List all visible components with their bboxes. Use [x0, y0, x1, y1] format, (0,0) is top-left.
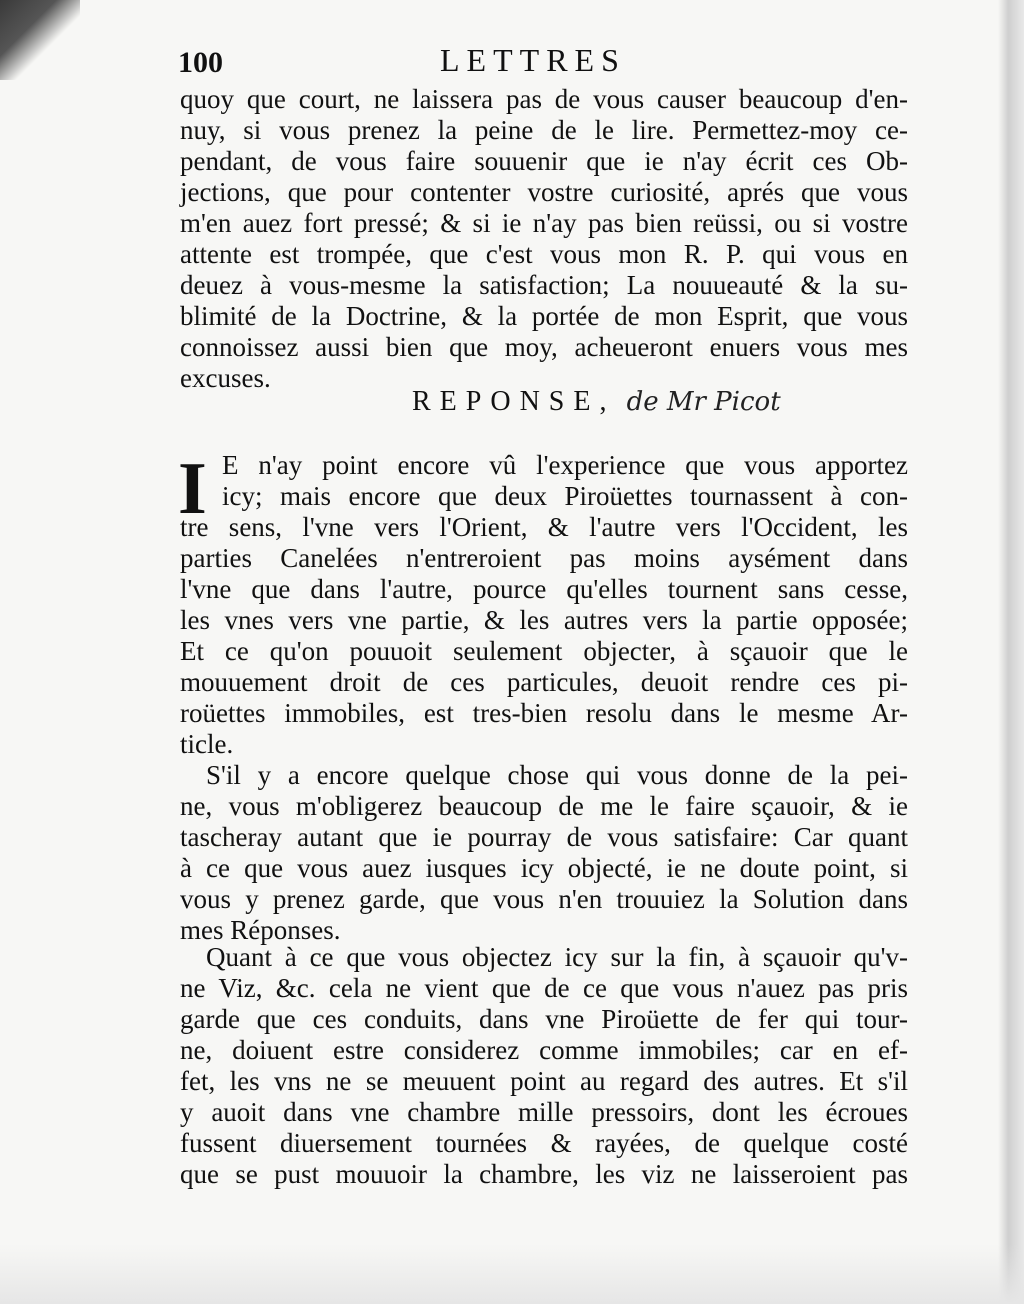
intro-paragraph — [180, 84, 908, 394]
text-line: tre sens, l'vne vers l'Orient, & l'autre vers l'Occident, les — [180, 512, 908, 542]
text-line: mouuement droit de ces particules, deuoit rendre ces pi- — [180, 667, 908, 697]
scan-corner-shadow — [0, 0, 80, 80]
text-line: nuy, si vous prenez la peine de le lire. Permettez-moy ce- — [180, 115, 908, 145]
page-header — [178, 42, 908, 82]
text-line: parties Canelées n'entreroient pas moins aysément dans — [180, 543, 908, 573]
text-line: que se pust mouuoir la chambre, les viz ne laisseroient pas — [180, 1159, 908, 1189]
scan-bottom-shade — [0, 1244, 1024, 1304]
running-title: LETTRES — [440, 42, 626, 78]
text-line: jections, que pour contenter vostre curiosité, aprés que vous — [180, 177, 908, 207]
text-line: m'en auez fort pressé; & si ie n'ay pas bien reüssi, ou si vostre — [180, 208, 908, 238]
text-line: garde que ces conduits, dans vne Piroüette de fer qui tour- — [180, 1004, 908, 1034]
heading-title: REPONSE, — [412, 386, 616, 417]
paragraph-2 — [180, 760, 908, 946]
paragraph-1 — [180, 450, 908, 760]
text-line: fussent diuersement tournées & rayées, de quelque costé — [180, 1128, 908, 1158]
text-line: y auoit dans vne chambre mille pressoirs, dont les écroues — [180, 1097, 908, 1127]
text-line: à ce que vous auez iusques icy objecté, ie ne doute point, si — [180, 853, 908, 883]
text-line: vous y prenez garde, que vous n'en trouuiez la Solution dans — [180, 884, 908, 914]
text-line: ne, doiuent estre considerez comme immobiles; car en ef- — [180, 1035, 908, 1065]
text-line: blimité de la Doctrine, & la portée de mon Esprit, que vous — [180, 301, 908, 331]
drop-cap: I — [178, 448, 207, 530]
text-line: ne, vous m'obligerez beaucoup de me le faire sçauoir, & ie — [180, 791, 908, 821]
section-heading — [412, 386, 912, 426]
text-line: connoissez aussi bien que moy, acheueront enuers vous mes — [180, 332, 908, 362]
text-line: mes Réponses. — [180, 915, 341, 945]
text-line: ticle. — [180, 729, 234, 759]
text-line: icy; mais encore que deux Piroüettes tournassent à con- — [222, 481, 908, 511]
page-number: 100 — [178, 46, 223, 79]
text-line: roüettes immobiles, est tres-bien resolu dans le mesme Ar- — [180, 698, 908, 728]
text-line: ne Viz, &c. cela ne vient que de ce que vous n'auez pas pris — [180, 973, 908, 1003]
text-line: pendant, de vous faire souuenir que ie n'ay écrit ces Ob- — [180, 146, 908, 176]
text-line: les vnes vers vne partie, & les autres vers la partie opposée; — [180, 605, 908, 635]
scan-right-edge — [998, 0, 1024, 1304]
text-line: Quant à ce que vous objectez icy sur la fin, à sçauoir qu'v- — [206, 942, 908, 972]
handwritten-note: de Mr Picot — [626, 387, 781, 417]
paragraph-3 — [180, 942, 908, 1190]
text-line: excuses. — [180, 363, 271, 393]
text-line: quoy que court, ne laissera pas de vous causer beaucoup d'en- — [180, 84, 908, 114]
text-line: E n'ay point encore vû l'experience que vous apportez — [222, 450, 908, 480]
text-line: S'il y a encore quelque chose qui vous donne de la pei- — [206, 760, 908, 790]
text-line: Et ce qu'on pouuoit seulement objecter, à sçauoir que le — [180, 636, 908, 666]
text-line: l'vne que dans l'autre, pource qu'elles tournent sans cesse, — [180, 574, 908, 604]
text-line: fet, les vns ne se meuuent point au regard des autres. Et s'il — [180, 1066, 908, 1096]
text-line: deuez à vous-mesme la satisfaction; La nouueauté & la su- — [180, 270, 908, 300]
text-line: tascheray autant que ie pourray de vous satisfaire: Car quant — [180, 822, 908, 852]
text-line: attente est trompée, que c'est vous mon R. P. qui vous en — [180, 239, 908, 269]
